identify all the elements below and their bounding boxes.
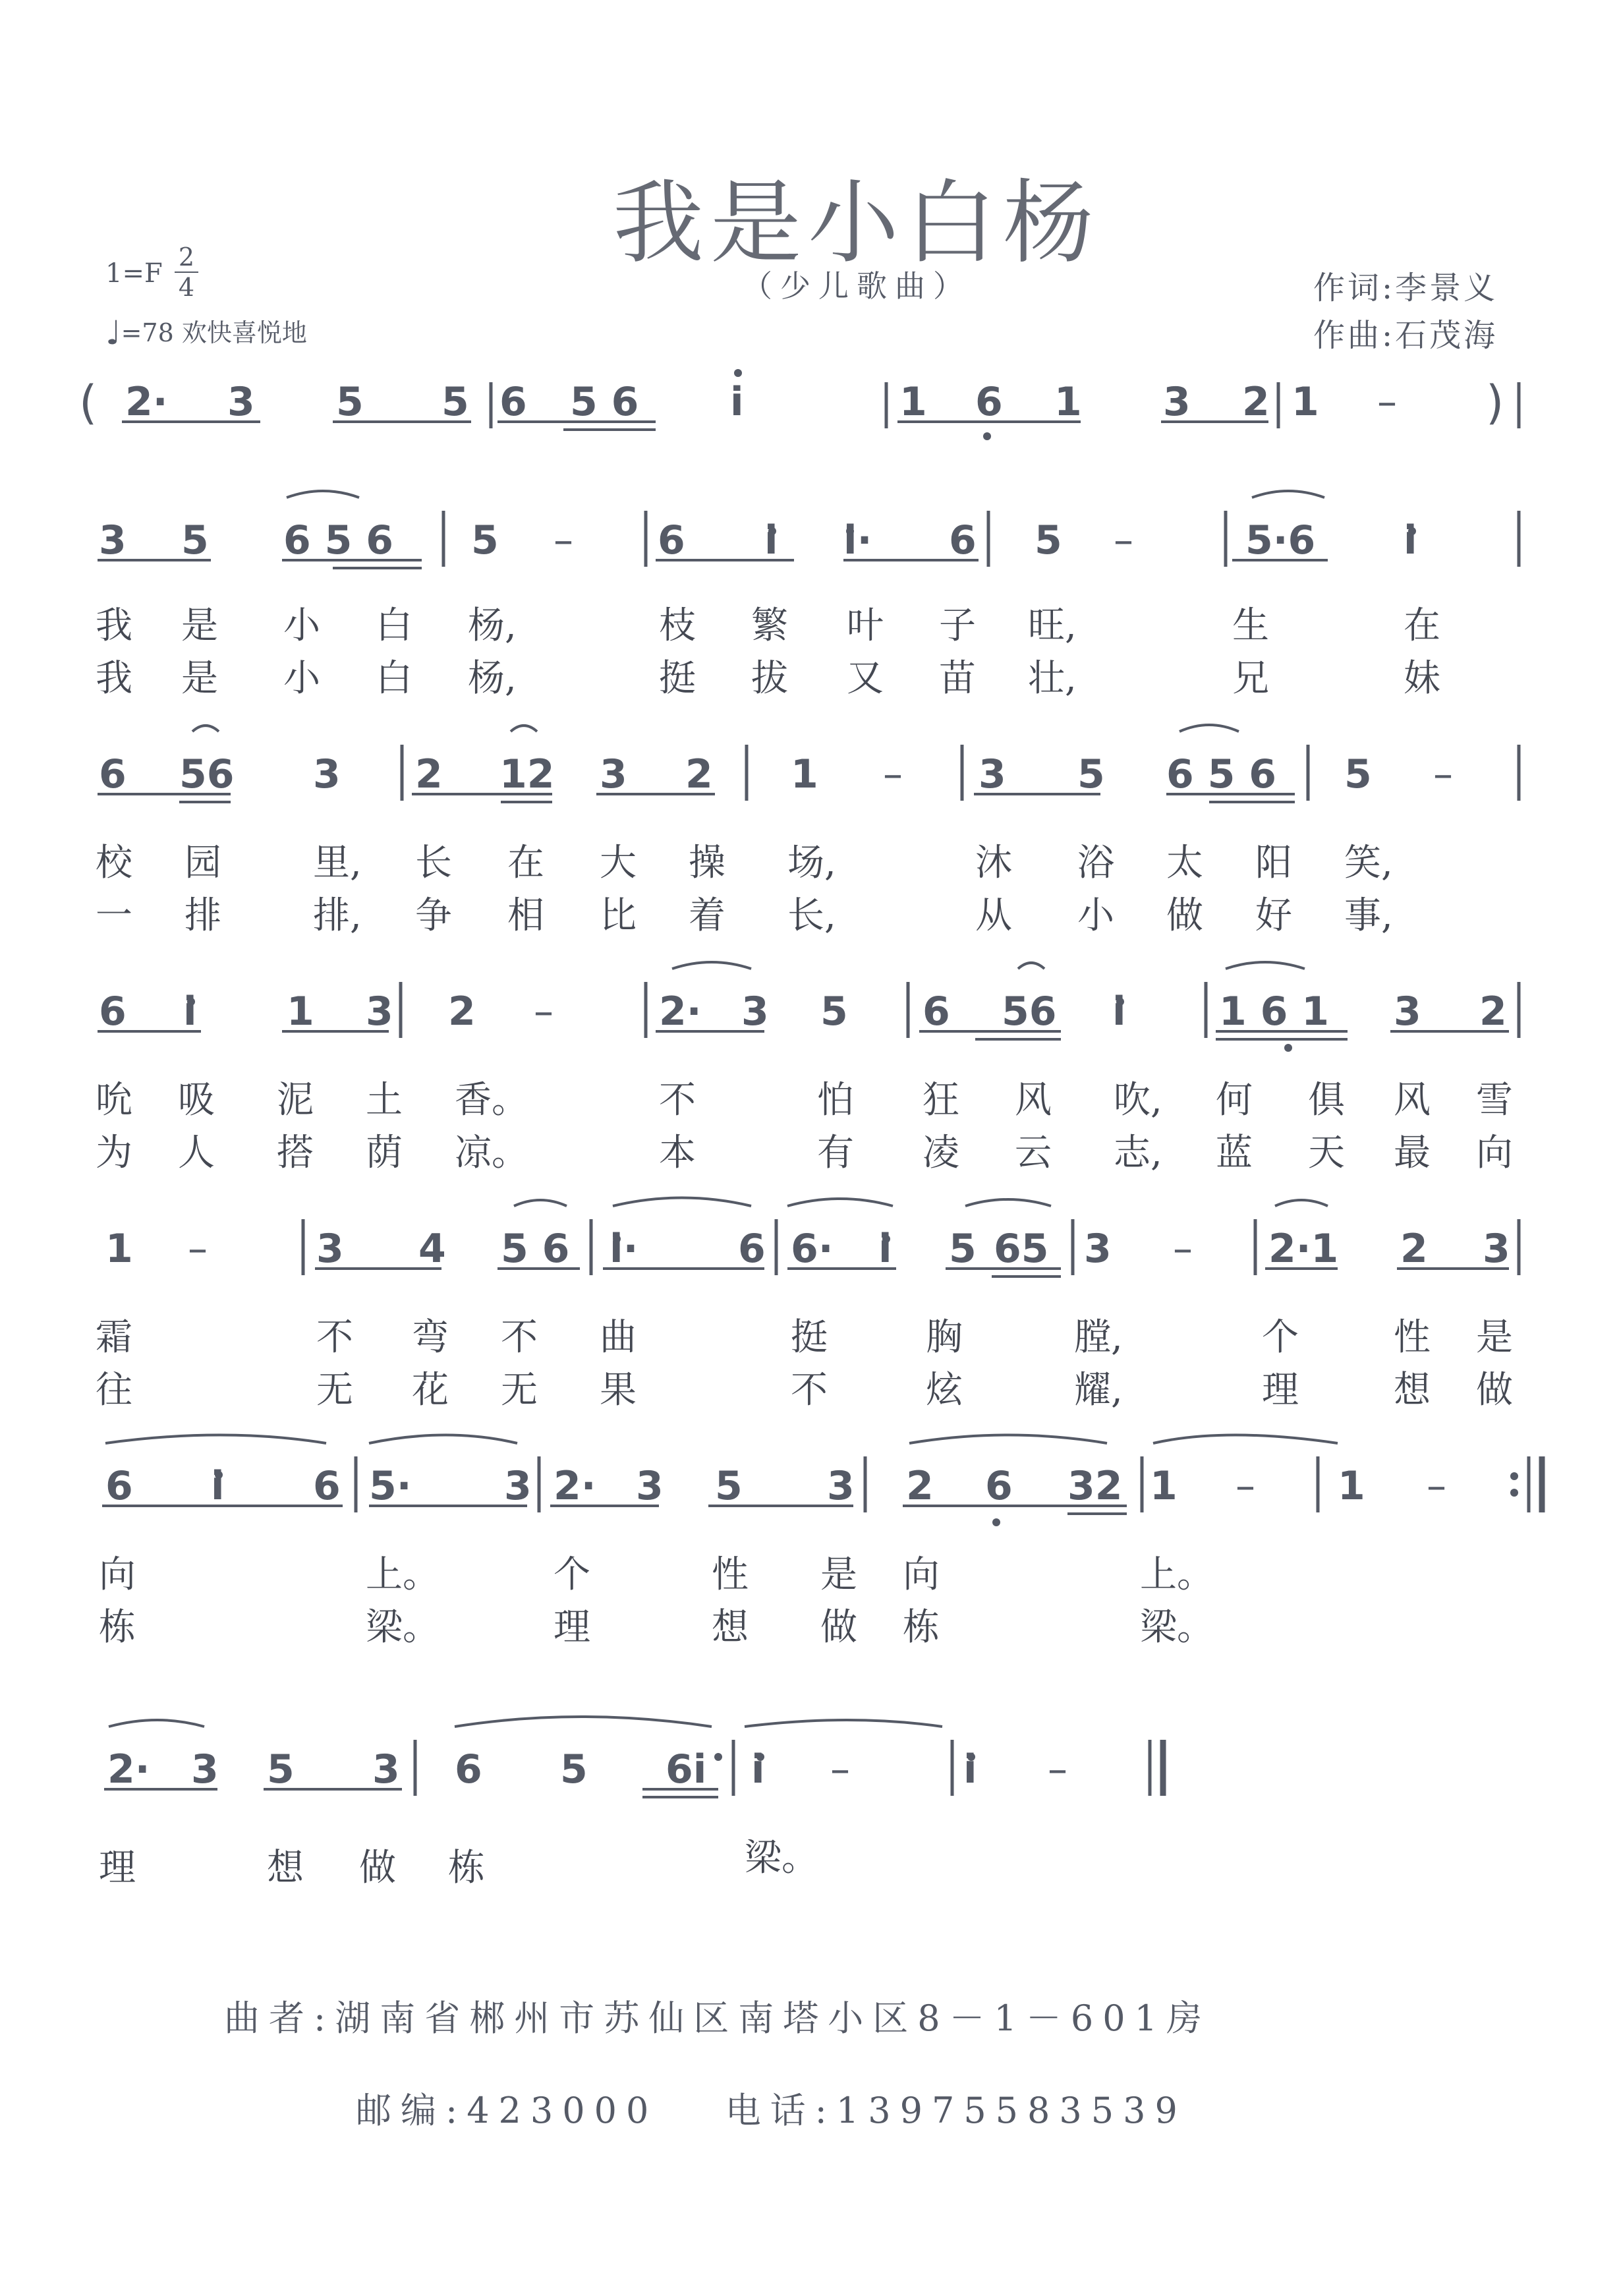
note: 6 — [313, 1463, 341, 1509]
lyric: 理 — [554, 1606, 590, 1649]
lyric: 园 — [185, 842, 221, 884]
dash: – — [1433, 751, 1453, 797]
lyric: 人 — [178, 1132, 215, 1174]
lyric: 排 — [185, 894, 221, 937]
lyric: 兄 — [1232, 657, 1269, 700]
repeat-dots — [1510, 1472, 1518, 1497]
dash: – — [1114, 517, 1133, 563]
lyric: 杨, — [468, 657, 517, 700]
lyric: 拔 — [751, 657, 788, 700]
note: 3 — [636, 1463, 664, 1509]
lyric: 从 — [975, 894, 1012, 937]
lyric: 生 — [1232, 604, 1269, 647]
note: i — [764, 517, 778, 563]
note: 5 6 — [501, 1226, 570, 1272]
note: 3 — [1483, 1226, 1510, 1272]
dash: – — [1377, 379, 1397, 425]
note: i — [730, 379, 744, 425]
note: 1 — [287, 989, 314, 1035]
note: 2·1 — [1268, 1226, 1339, 1272]
note: 3 — [366, 989, 393, 1035]
note: 6 — [105, 1463, 133, 1509]
lyric: 泥 — [277, 1079, 314, 1122]
lyric: 栋 — [99, 1606, 136, 1649]
note: 2 — [906, 1463, 934, 1509]
lyric: 往 — [96, 1369, 132, 1412]
lyric: 长, — [787, 894, 836, 937]
lyric: 在 — [1404, 604, 1440, 647]
lyric: 果 — [600, 1369, 637, 1412]
note: 6 — [499, 379, 527, 425]
lyric: 排, — [313, 894, 362, 937]
lyric: 向 — [1476, 1132, 1513, 1174]
lyric: 风 — [1015, 1079, 1052, 1122]
contact-line — [356, 2082, 1187, 2133]
lyric: 做 — [820, 1606, 857, 1649]
lyric: 理 — [99, 1847, 136, 1889]
note: 3 — [1394, 989, 1421, 1035]
note: 5 — [267, 1746, 295, 1793]
note: 5 — [715, 1463, 743, 1509]
lyric: 子 — [939, 604, 976, 647]
lyric: 无 — [316, 1369, 353, 1412]
lyric: 是 — [181, 604, 218, 647]
lyric: 着 — [689, 894, 725, 937]
lyric: 在 — [507, 842, 544, 884]
lyric: 风 — [1394, 1079, 1431, 1122]
note: 56 — [179, 751, 235, 797]
lyric: 个 — [554, 1553, 590, 1596]
note: 6 — [99, 751, 127, 797]
lyric: 弯 — [412, 1316, 449, 1359]
note: 6 — [975, 379, 1003, 425]
note: 3 — [504, 1463, 532, 1509]
note: i — [1404, 517, 1417, 563]
song-subtitle: （少儿歌曲） — [742, 268, 971, 304]
lyric: 向 — [903, 1553, 940, 1596]
lyric: 凉。 — [455, 1132, 528, 1174]
note: 5·6 — [1245, 517, 1316, 563]
lyric: 花 — [412, 1369, 449, 1412]
lyric: 曲 — [600, 1316, 637, 1359]
lyric: 怕 — [817, 1079, 854, 1122]
lyric: 梁。 — [745, 1837, 818, 1880]
lyric: 不 — [316, 1316, 353, 1359]
note: 6 — [99, 989, 127, 1035]
note: 1 — [791, 751, 818, 797]
lyric: 旺, — [1028, 604, 1077, 647]
note: 3 — [99, 517, 127, 563]
note: 3 — [1163, 379, 1191, 425]
note: 5 — [471, 517, 499, 563]
lyric: 上。 — [1140, 1553, 1214, 1596]
key-signature: 1=F — [105, 258, 163, 289]
note: 6 — [949, 517, 977, 563]
dash: – — [188, 1226, 208, 1272]
lyric: 场, — [787, 842, 836, 884]
lyric: 阳 — [1255, 842, 1292, 884]
lyric: 小 — [1077, 894, 1114, 937]
note: i· — [610, 1226, 639, 1272]
lyric: 长 — [415, 842, 452, 884]
note: 1 — [1150, 1463, 1178, 1509]
lyric: 耀, — [1074, 1369, 1123, 1412]
lyric: 叶 — [847, 604, 884, 647]
lyric: 梁。 — [366, 1606, 440, 1649]
phone-number: 13975583539 — [836, 2090, 1187, 2131]
lyric: 争 — [415, 894, 452, 937]
note: 6 — [985, 1463, 1013, 1509]
lyric: 天 — [1308, 1132, 1345, 1174]
note: 2 — [685, 751, 713, 797]
note: 5 — [1035, 517, 1062, 563]
note: 12 — [499, 751, 555, 797]
note: 6 — [738, 1226, 766, 1272]
dash: – — [830, 1746, 850, 1793]
lyric: 吹, — [1114, 1079, 1162, 1122]
lyric: 荫 — [366, 1132, 403, 1174]
note: 1 — [899, 379, 927, 425]
composer-address: 曲者:湖南省郴州市苏仙区南塔小区8－1－601房 — [224, 1997, 1211, 2039]
lyric: 浴 — [1077, 842, 1114, 884]
lyric: 枝 — [659, 604, 696, 647]
lyric: 搭 — [277, 1132, 314, 1174]
lyric: 是 — [820, 1553, 857, 1596]
lyric: 何 — [1216, 1079, 1253, 1122]
note: i — [211, 1463, 225, 1509]
note: 1 — [105, 1226, 133, 1272]
note: 5· — [369, 1463, 412, 1509]
lyric: 繁 — [751, 604, 788, 647]
lyric: 志, — [1114, 1132, 1162, 1174]
lyric: 白 — [376, 657, 412, 700]
note: i — [878, 1226, 892, 1272]
postal-code: 423000 — [467, 2090, 658, 2131]
note: 2· — [659, 989, 702, 1035]
dash: – — [534, 989, 554, 1035]
note: 5 6 — [570, 379, 639, 425]
note: 1 — [1054, 379, 1082, 425]
note: 3 — [741, 989, 769, 1035]
note: 6 5 6 — [1166, 751, 1277, 797]
lyric: 梁。 — [1140, 1606, 1214, 1649]
note: 3 — [316, 1226, 344, 1272]
lyric: 俱 — [1308, 1079, 1345, 1122]
note: 5 — [181, 517, 209, 563]
lyric: 做 — [1476, 1369, 1513, 1412]
note: 65 — [994, 1226, 1049, 1272]
lyric: 小 — [283, 604, 320, 647]
lyric: 土 — [366, 1079, 403, 1122]
dash: – — [883, 751, 903, 797]
quarter-note-icon: ♩ — [105, 314, 121, 352]
lyric: 不 — [501, 1316, 538, 1359]
note: 6i — [666, 1746, 707, 1793]
note: i· — [843, 517, 872, 563]
lyric: 是 — [181, 657, 218, 700]
lyric: 性 — [1394, 1316, 1431, 1359]
lyric: 相 — [507, 894, 544, 937]
note: 1 — [1338, 1463, 1365, 1509]
note: 5 — [1077, 751, 1105, 797]
note: 5 — [441, 379, 469, 425]
lyric: 本 — [659, 1132, 696, 1174]
note: 2· — [107, 1746, 150, 1793]
lyric: 大 — [600, 842, 637, 884]
lyric: 霜 — [96, 1316, 132, 1359]
note: 5 — [336, 379, 364, 425]
lyric: 苗 — [939, 657, 976, 700]
lyric: 笑, — [1344, 842, 1393, 884]
dash: – — [1173, 1226, 1193, 1272]
lyric: 我 — [96, 604, 132, 647]
lyric: 向 — [99, 1553, 136, 1596]
note: 6 — [923, 989, 950, 1035]
lyric: 小 — [283, 657, 320, 700]
lyric: 杨, — [468, 604, 517, 647]
note: i — [963, 1746, 977, 1793]
note: 2· — [554, 1463, 596, 1509]
note: i — [183, 989, 197, 1035]
note: 3 — [979, 751, 1006, 797]
note: 3 — [827, 1463, 855, 1509]
note: 3 — [600, 751, 627, 797]
lyric: 是 — [1476, 1316, 1513, 1359]
lyric: 最 — [1394, 1132, 1431, 1174]
lyric: 炫 — [926, 1369, 963, 1412]
lyric: 一 — [96, 894, 132, 937]
dash: – — [1427, 1463, 1446, 1509]
lyric: 栋 — [448, 1847, 485, 1889]
lyric: 雪 — [1476, 1079, 1513, 1122]
lyric: 膛, — [1074, 1316, 1123, 1359]
lyric: 挺 — [791, 1316, 828, 1359]
postal-code-label: 邮编: — [356, 2090, 467, 2131]
lyric: 沐 — [975, 842, 1012, 884]
note: 3 — [191, 1746, 219, 1793]
note: 1 6 1 — [1219, 989, 1330, 1035]
lyric: 上。 — [366, 1553, 440, 1596]
note: 2 — [448, 989, 476, 1035]
lyric: 挺 — [659, 657, 696, 700]
song-title: 我是小白杨 — [612, 170, 1100, 276]
lyric: 妹 — [1404, 657, 1440, 700]
dash: – — [554, 517, 573, 563]
note: 2 — [1242, 379, 1270, 425]
lyric: 操 — [689, 842, 725, 884]
lyric: 个 — [1262, 1316, 1299, 1359]
lyric: 做 — [359, 1847, 396, 1889]
note: 56 — [1002, 989, 1057, 1035]
note: 3 — [313, 751, 341, 797]
note: i — [751, 1746, 765, 1793]
time-signature-top: 2 — [178, 243, 195, 272]
note: 3 — [372, 1746, 400, 1793]
lyric: 蓝 — [1216, 1132, 1253, 1174]
lyric: 做 — [1166, 894, 1203, 937]
note: 2 — [1479, 989, 1507, 1035]
lyric: 凌 — [923, 1132, 959, 1174]
note: 5 — [1344, 751, 1372, 797]
lyric: 里, — [313, 842, 362, 884]
lyric: 壮, — [1028, 657, 1077, 700]
lyric: 我 — [96, 657, 132, 700]
lyric: 事, — [1344, 894, 1393, 937]
intro-open-paren: ( — [79, 376, 98, 430]
note: 2 — [415, 751, 443, 797]
lyric: 想 — [1394, 1369, 1431, 1412]
lyric: 理 — [1262, 1369, 1299, 1412]
lyric: 想 — [712, 1606, 749, 1649]
tempo-text: =78 欢快喜悦地 — [121, 318, 307, 347]
lyric: 为 — [96, 1132, 132, 1174]
note: 6 — [658, 517, 685, 563]
note: 4 — [418, 1226, 446, 1272]
note: 1 — [1292, 379, 1319, 425]
note: 5 — [949, 1226, 977, 1272]
lyric: 好 — [1255, 894, 1292, 937]
lyric: 栋 — [903, 1606, 940, 1649]
note: i — [1112, 989, 1126, 1035]
lyric: 有 — [817, 1132, 854, 1174]
lyricist-credit: 作词:李景义 — [1313, 270, 1498, 306]
lyric: 无 — [501, 1369, 538, 1412]
note: 32 — [1067, 1463, 1123, 1509]
lyric: 狂 — [923, 1079, 959, 1122]
lyric: 不 — [659, 1079, 696, 1122]
intro-close-paren: ) — [1486, 376, 1504, 430]
note: 2· — [125, 379, 168, 425]
dash: – — [1236, 1463, 1255, 1509]
note: 3 — [1084, 1226, 1112, 1272]
note: 6 — [455, 1746, 482, 1793]
lyric: 吮 — [96, 1079, 132, 1122]
lyric: 不 — [791, 1369, 828, 1412]
lyric: 性 — [712, 1553, 749, 1596]
composer-credit: 作曲:石茂海 — [1313, 317, 1498, 354]
note: 5 — [560, 1746, 588, 1793]
lyric: 校 — [96, 842, 132, 884]
lyric: 胸 — [926, 1316, 963, 1359]
note: 2 — [1400, 1226, 1428, 1272]
lyric: 香。 — [455, 1079, 528, 1122]
note: 5 — [820, 989, 848, 1035]
note: 6· — [791, 1226, 834, 1272]
note: 6 5 6 — [283, 517, 394, 563]
dash: – — [1048, 1746, 1067, 1793]
lyric: 太 — [1166, 842, 1203, 884]
lyric: 白 — [376, 604, 412, 647]
lyric: 比 — [600, 894, 637, 937]
time-signature-bottom: 4 — [178, 273, 195, 302]
phone-label: 电话: — [725, 2090, 836, 2131]
lyric: 云 — [1015, 1132, 1052, 1174]
lyric: 吸 — [178, 1079, 215, 1122]
lyric: 想 — [267, 1847, 304, 1889]
lyric: 又 — [847, 657, 884, 700]
note: 3 — [227, 379, 255, 425]
